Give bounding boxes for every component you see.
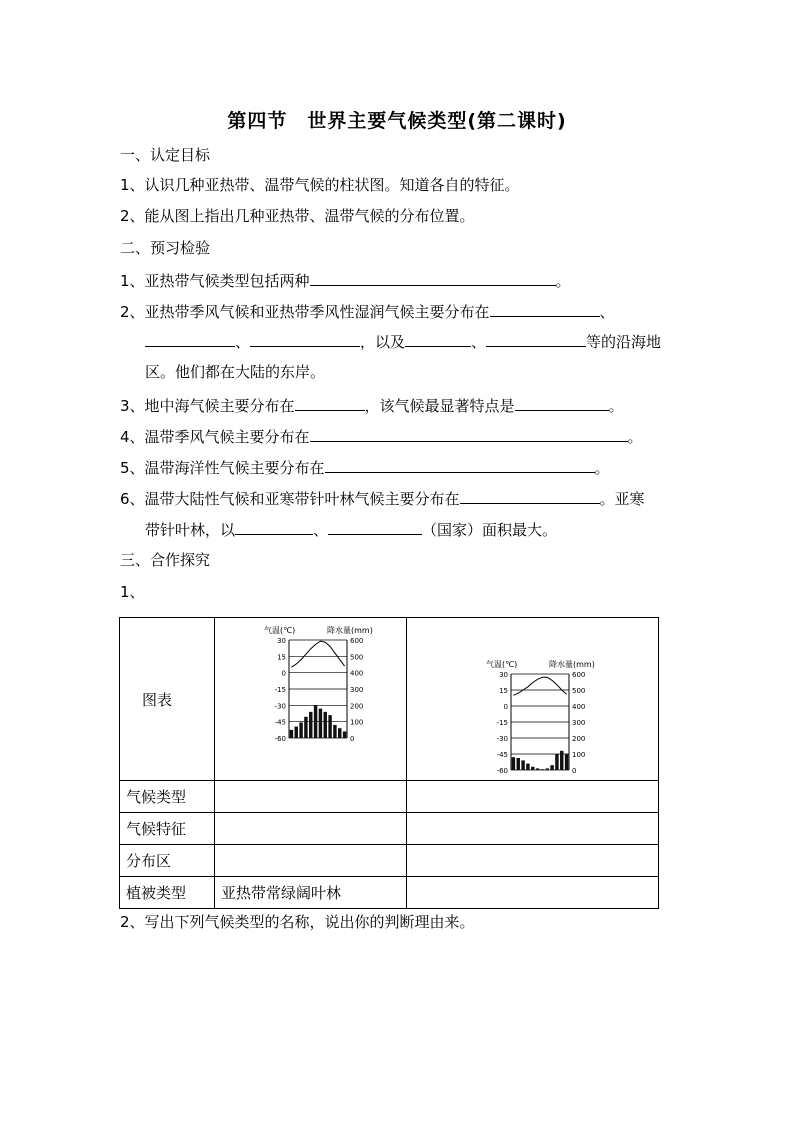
temp-tick-label: 30 [499,671,508,679]
answer-cell[interactable] [215,813,407,845]
question-text: 5、温带海洋性气候主要分布在 [120,459,325,477]
vegetation-value: 亚热带常绿阔叶林 [215,877,407,909]
precip-bar [299,722,302,738]
answer-blank[interactable] [250,331,360,347]
precip-tick-label: 600 [350,637,364,645]
question-6-line-2 [145,519,557,540]
precip-bar [521,760,524,770]
precip-tick-label: 100 [572,751,586,759]
answer-blank[interactable] [325,457,595,473]
answer-blank[interactable] [328,519,422,535]
question-text: 3、地中海气候主要分布在 [120,397,295,415]
answer-blank[interactable] [145,331,235,347]
row-label-distribution: 分布区 [120,845,215,877]
separator: 、 [313,521,329,539]
precip-bar [333,725,336,738]
answer-cell[interactable] [215,845,407,877]
answer-blank[interactable] [295,395,365,411]
precip-bar [565,754,568,770]
answer-blank[interactable] [310,270,556,286]
precip-axis-label: 降水量(mm) [549,660,595,669]
precip-bar [541,769,544,770]
question-6-line-1 [120,488,645,509]
precip-tick-label: 100 [350,718,364,727]
temp-tick-label: 30 [277,637,287,645]
precip-bar [536,768,539,770]
precip-tick-label: 500 [350,653,364,662]
temp-tick-label: 15 [277,653,287,662]
question-1 [120,270,571,291]
section-heading-goals: 一、认定目标 [120,146,211,164]
answer-blank[interactable] [310,426,628,442]
temp-tick-label: -15 [274,686,287,694]
question-text: 等的沿海地 [586,333,662,351]
temp-tick-label: -30 [496,735,508,743]
precip-tick-label: 200 [572,735,586,743]
answer-cell[interactable] [407,845,659,877]
precip-bar [512,757,515,770]
precip-bar [324,712,327,738]
precip-bar [560,751,563,770]
answer-blank[interactable] [515,395,609,411]
row-label-climate-features: 气候特征 [120,813,215,845]
separator: 、 [471,333,487,351]
question-5 [120,457,610,478]
question-text: 1、亚热带气候类型包括两种 [120,272,310,290]
question-2-line-1 [120,301,615,322]
question-text: 。亚寒 [599,490,645,508]
precip-bar [526,764,529,770]
temp-axis-label: 气温(℃) [486,660,518,669]
answer-blank[interactable] [490,301,600,317]
precip-tick-label: 300 [572,719,586,727]
precip-tick-label: 300 [350,686,364,694]
temp-tick-label: -15 [496,719,508,727]
separator: 、 [599,303,615,321]
climate-chart-1 [215,618,405,776]
question-punct: 。 [594,459,610,477]
precip-tick-label: 500 [572,687,586,695]
goal-item-1: 1、认识几种亚热带、温带气候的柱状图。知道各自的特征。 [120,176,520,194]
answer-blank[interactable] [405,331,471,347]
precip-bar [555,754,558,770]
answer-blank[interactable] [235,519,313,535]
precip-tick-label: 400 [350,669,364,678]
precip-tick-label: 400 [572,703,586,711]
question-punct: 。 [555,272,571,290]
question-text: 带针叶林，以 [145,521,236,539]
goal-item-2: 2、能从图上指出几种亚热带、温带气候的分布位置。 [120,207,475,225]
page-title: 第四节 世界主要气候类型(第二课时) [227,110,567,132]
question-punct: 。 [608,397,624,415]
climate-chart-2 [407,618,657,776]
question-punct: 。 [627,428,643,446]
answer-blank[interactable] [460,488,600,504]
temp-tick-label: 0 [281,669,287,678]
temp-tick-label: 0 [503,703,508,711]
answer-cell[interactable] [407,877,659,909]
section-heading-explore: 三、合作探究 [120,551,211,569]
question-text: 4、温带季风气候主要分布在 [120,428,310,446]
precip-bar [550,765,553,770]
precip-bar [304,717,307,738]
precip-bar [290,730,293,738]
precip-tick-label: 0 [572,767,577,775]
temperature-line [513,677,566,695]
answer-cell[interactable] [215,781,407,813]
precip-bar [517,758,520,770]
question-4 [120,426,643,447]
chart-cell-1 [215,618,407,781]
precip-tick-label: 600 [572,671,586,679]
section-heading-preview: 二、预习检验 [120,239,211,257]
row-label-vegetation: 植被类型 [120,877,215,909]
precip-bar [314,705,317,738]
question-3 [120,395,624,416]
temp-tick-label: -45 [496,751,508,759]
chart-cell-2 [407,618,659,781]
precip-bar [343,731,346,738]
row-label-climate-type: 气候类型 [120,781,215,813]
answer-cell[interactable] [407,813,659,845]
precip-axis-label: 降水量(mm) [327,626,373,635]
question-text: ，以及 [360,333,406,351]
answer-cell[interactable] [407,781,659,813]
question-text: （国家）面积最大。 [422,521,558,539]
temp-tick-label: -60 [496,767,508,775]
precip-tick-label: 200 [350,702,364,711]
question-2-line-3: 区。他们都在大陆的东岸。 [145,363,326,381]
explore-question-1-label: 1、 [120,583,145,601]
temp-axis-label: 气温(℃) [264,626,296,635]
question-text: 2、亚热带季风气候和亚热带季风性湿润气候主要分布在 [120,303,490,321]
precip-bar [309,712,312,738]
answer-blank[interactable] [486,331,586,347]
temp-tick-label: -60 [274,735,287,743]
precip-tick-label: 0 [350,735,355,743]
question-2-line-2 [145,331,661,352]
temp-tick-label: 15 [499,687,508,695]
precip-bar [328,715,331,738]
precip-bar [531,767,534,770]
climate-table [119,617,659,909]
precip-bar [319,709,322,738]
temperature-line [291,641,344,667]
precip-bar [338,728,341,738]
precip-bar [295,727,298,738]
explore-question-2: 2、写出下列气候类型的名称，说出你的判断理由来。 [120,913,475,931]
row-label-chart: 图表 [120,618,215,781]
question-text: ，该气候最显著特点是 [364,397,515,415]
temp-tick-label: -30 [274,702,287,711]
precip-bar [546,768,549,770]
separator: 、 [235,333,251,351]
temp-tick-label: -45 [274,718,287,727]
question-text: 6、温带大陆性气候和亚寒带针叶林气候主要分布在 [120,490,460,508]
